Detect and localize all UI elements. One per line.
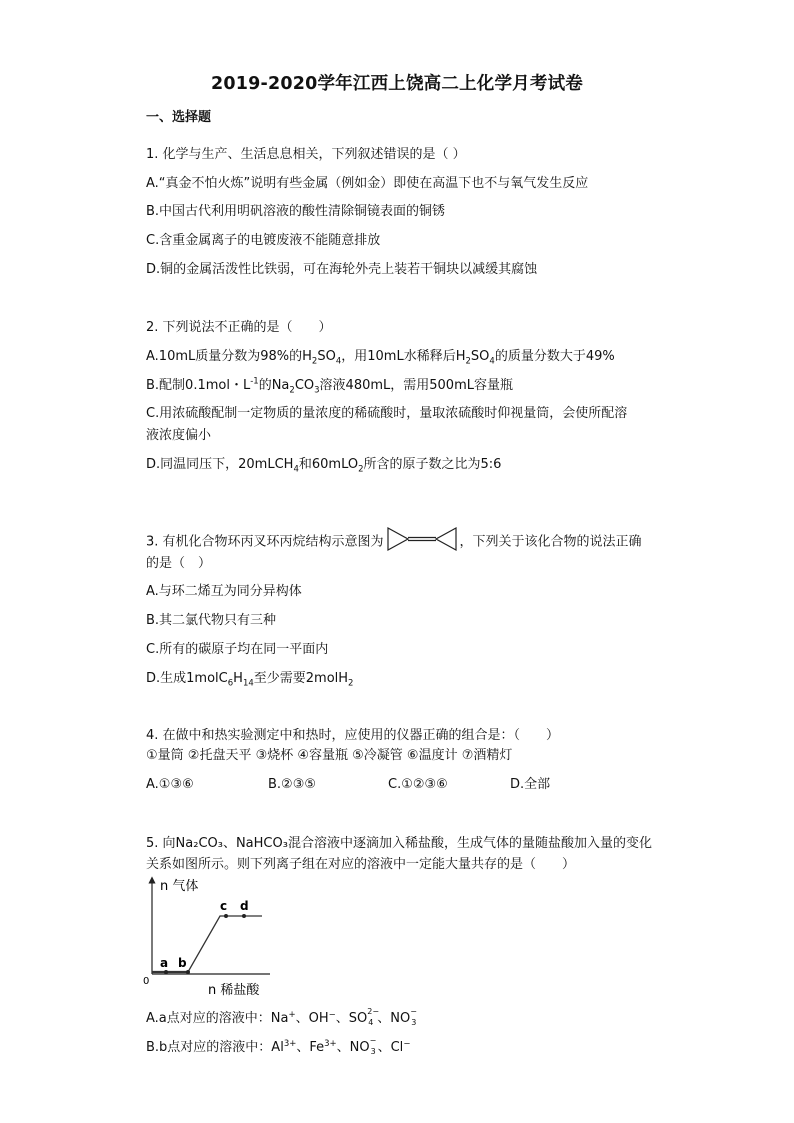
q2-option-c-line1: C.用浓硫酸配制一定物质的量浓度的稀硫酸时，量取浓硫酸时仰视量筒，会使所配溶 xyxy=(146,406,628,421)
q5-option-b: B.b点对应的溶液中：$Al^{3+}$、$Fe^{3+}$、NO − 3 、Cl− xyxy=(146,1036,411,1056)
q2-option-b: B.配制0.1mol・$L^{-1}$的$Na_2CO_3$溶液480mL，需用500mL容量瓶 xyxy=(146,376,513,396)
q4-stem: 4. 在做中和热实验测定中和热时，应使用的仪器正确的组合是：（ ） xyxy=(146,728,560,743)
q4-option-b: B.②③⑤ xyxy=(268,777,317,792)
q5-stem-line1: 5. 向Na₂CO₃、NaHCO₃混合溶液中逐滴加入稀盐酸，生成气体的量随盐酸加入量的变化 xyxy=(146,836,652,851)
y-axis-label: n 气体 xyxy=(160,879,199,894)
q3-stem-line1: 3. 有机化合物环丙叉环丙烷结构示意图为 ，下列关于该化合物的说法正确 xyxy=(146,526,642,558)
q3-option-c: C.所有的碳原子均在同一平面内 xyxy=(146,642,329,657)
label-c: c xyxy=(220,899,228,913)
origin-label: 0 xyxy=(143,976,150,987)
q5-option-a: A.a点对应的溶液中：Na+、OH−、SO 2− 4 、NO − 3 xyxy=(146,1007,417,1027)
q2-option-d: D.同温同压下，20mLCH$_4$和60mLO$_2$所含的原子数之比为5:6 xyxy=(146,457,502,475)
gas-vs-acid-graph xyxy=(140,874,280,1004)
cyclopropylidenecyclopropane-structure xyxy=(386,526,458,558)
gas-curve xyxy=(152,916,262,972)
point-d xyxy=(242,914,246,918)
q3-stem-line2: 的是（ ） xyxy=(146,556,212,571)
label-b: b xyxy=(178,956,187,970)
q3-option-d: D.生成$1molC_6H_{14}$至少需要2molH$_2$ xyxy=(146,671,354,689)
q4-option-c: C.①②③⑥ xyxy=(388,777,448,792)
graph-svg xyxy=(140,874,280,1000)
q2-option-a: A.10mL质量分数为98%的$H_2SO_4$，用10mL水稀释后$H_2SO_4$的质量分数大于49% xyxy=(146,349,615,367)
q1-stem: 1. 化学与生产、生活息息相关，下列叙述错误的是（ ） xyxy=(146,147,466,162)
point-b xyxy=(186,970,190,974)
q4-instrument-list: ①量筒 ②托盘天平 ③烧杯 ④容量瓶 ⑤冷凝管 ⑥温度计 ⑦酒精灯 xyxy=(146,748,513,763)
q2-option-c-line2: 液浓度偏小 xyxy=(146,428,212,443)
q3-option-b: B.其二氯代物只有三种 xyxy=(146,613,277,628)
q4-option-a: A.①③⑥ xyxy=(146,777,194,792)
q1-option-a: A.“真金不怕火炼”说明有些金属（例如金）即使在高温下也不与氧气发生反应 xyxy=(146,176,589,191)
q1-option-d: D.铜的金属活泼性比铁弱，可在海轮外壳上装若干铜块以减缓其腐蚀 xyxy=(146,262,538,277)
q1-option-c: C.含重金属离子的电镀废液不能随意排放 xyxy=(146,233,381,248)
q3-option-a: A.与环二烯互为同分异构体 xyxy=(146,584,302,599)
label-a: a xyxy=(160,956,169,970)
q2-stem: 2. 下列说法不正确的是（ ） xyxy=(146,320,332,335)
q4-option-d: D.全部 xyxy=(510,777,551,792)
section-heading: 一、选择题 xyxy=(146,110,212,125)
point-c xyxy=(224,914,228,918)
q5-stem-line2: 关系如图所示。则下列离子组在对应的溶液中一定能大量共存的是（ ） xyxy=(146,857,576,872)
label-d: d xyxy=(240,899,249,913)
page-title: 2019-2020学年江西上饶高二上化学月考试卷 xyxy=(211,74,583,94)
point-a xyxy=(164,970,168,974)
x-axis-label: n 稀盐酸 xyxy=(208,983,260,998)
q1-option-b: B.中国古代利用明矾溶液的酸性清除铜镜表面的铜锈 xyxy=(146,204,446,219)
